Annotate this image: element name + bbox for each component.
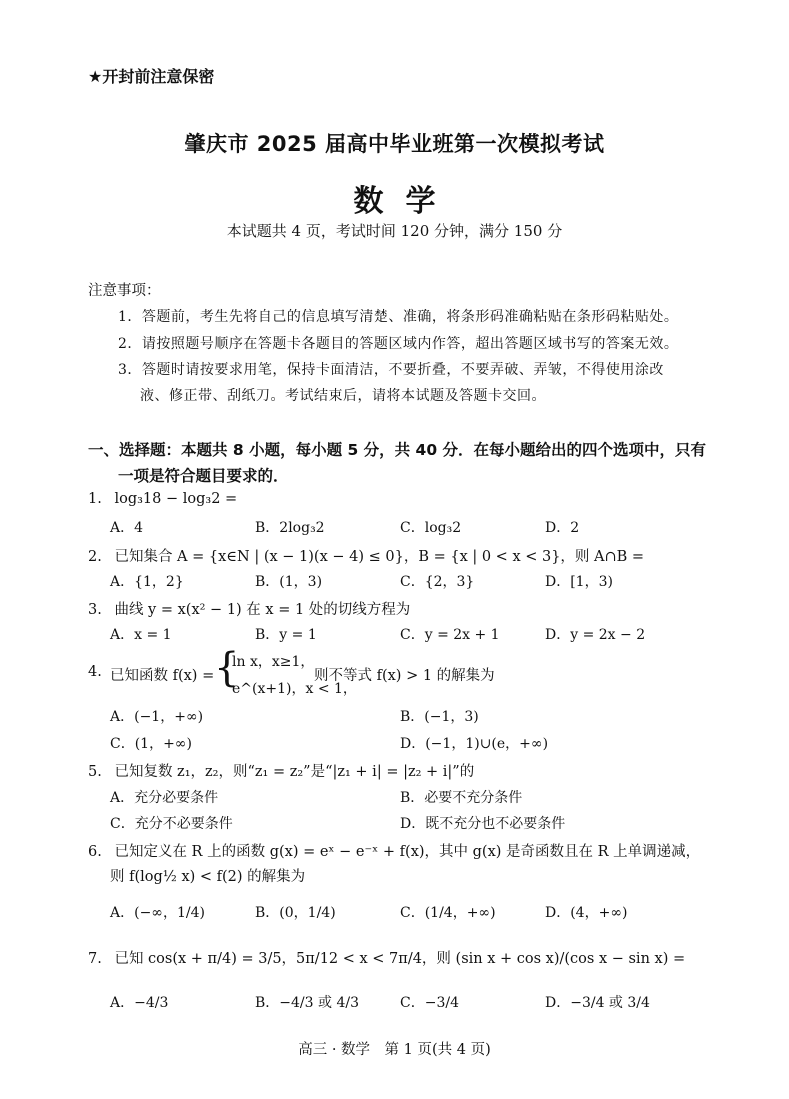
notice-item: 3．答题时请按要求用笔，保持卡面清洁，不要折叠，不要弄破、弄皱，不得使用涂改 xyxy=(118,362,664,378)
question-4-number: 4. xyxy=(88,664,102,680)
option-b: B．(1，3) xyxy=(255,574,323,590)
option-d: D．既不充分也不必要条件 xyxy=(400,816,566,832)
option-c: C．y = 2x + 1 xyxy=(400,627,500,643)
option-a: A．x = 1 xyxy=(110,627,172,643)
confidential-label: ★开封前注意保密 xyxy=(88,67,215,86)
question-3 xyxy=(88,598,410,619)
option-a: A．充分必要条件 xyxy=(110,790,219,806)
option-b: B．y = 1 xyxy=(255,627,317,643)
question-stem: 已知复数 z₁，z₂，则“z₁ = z₂”是“|z₁ + i| = |z₂ + i|”的 xyxy=(114,764,475,780)
page-footer: 高三 · 数学 第 1 页(共 4 页) xyxy=(298,1042,491,1058)
option-a: A．(−1，+∞) xyxy=(110,709,204,725)
option-b: B．必要不充分条件 xyxy=(400,790,523,806)
exam-info: 本试题共 4 页，考试时间 120 分钟，满分 150 分 xyxy=(226,222,563,240)
question-number: 7. xyxy=(88,951,102,967)
question-stem: 已知集合 A = {x∈N | (x − 1)(x − 4) ≤ 0}，B = {x | 0 < x < 3}，则 A∩B = xyxy=(114,549,645,565)
option-d: D．−3/4 或 3/4 xyxy=(545,995,650,1011)
option-a: A．(−∞，1/4) xyxy=(110,905,205,921)
subject-title: 数学 xyxy=(353,184,458,219)
question-2 xyxy=(88,545,644,566)
question-5 xyxy=(88,760,474,781)
question-4-pre: 已知函数 f(x) = xyxy=(110,668,215,684)
question-number: 1. xyxy=(88,491,102,507)
option-d: D．(−1，1)∪(e，+∞) xyxy=(400,736,549,752)
option-b: B．2log₃2 xyxy=(255,520,325,536)
notice-item: 液、修正带、刮纸刀。考试结束后，请将本试题及答题卡交回。 xyxy=(140,388,546,404)
question-stem: log₃18 − log₃2 = xyxy=(114,491,238,507)
question-number: 3. xyxy=(88,602,102,618)
question-stem: 已知定义在 R 上的函数 g(x) = eˣ − e⁻ˣ + f(x)，其中 g(x) 是奇函数且在 R 上单调递减， xyxy=(114,844,701,860)
option-a: A．4 xyxy=(110,520,144,536)
option-b: B．(−1，3) xyxy=(400,709,479,725)
notice-item: 1．答题前，考生先将自己的信息填写清楚、准确，将条形码准确粘贴在条形码粘贴处。 xyxy=(118,309,679,325)
option-b: B．−4/3 或 4/3 xyxy=(255,995,359,1011)
option-c: C．(1，+∞) xyxy=(110,736,192,752)
notice-item: 2．请按照题号顺序在答题卡各题目的答题区域内作答，超出答题区域书写的答案无效。 xyxy=(118,336,679,352)
option-d: D．2 xyxy=(545,520,580,536)
option-d: D．(4，+∞) xyxy=(545,905,628,921)
option-a: A．{1，2} xyxy=(110,574,184,590)
option-c: C．充分不必要条件 xyxy=(110,816,233,832)
question-1 xyxy=(88,491,237,507)
option-c: C．{2，3} xyxy=(400,574,475,590)
piecewise-case-2: e^(x+1)，x < 1， xyxy=(232,681,357,697)
option-c: C．−3/4 xyxy=(400,995,459,1011)
exam-title: 肇庆市 2025 届高中毕业班第一次模拟考试 xyxy=(184,132,605,156)
option-c: C．log₃2 xyxy=(400,520,462,536)
brace-symbol: { xyxy=(214,645,240,691)
question-stem: 已知 cos(x + π/4) = 3/5，5π/12 < x < 7π/4，则 (sin x + cos x)/(cos x − sin x) = xyxy=(114,951,686,967)
section-heading-cont: 一项是符合题目要求的． xyxy=(118,467,289,485)
question-6 xyxy=(88,840,700,861)
section-heading: 一、选择题：本题共 8 小题，每小题 5 分，共 40 分．在每小题给出的四个选项中，只有 xyxy=(88,441,707,459)
option-b: B．(0，1/4) xyxy=(255,905,336,921)
question-number: 5. xyxy=(88,764,102,780)
notice-heading: 注意事项： xyxy=(88,283,161,299)
piecewise-case-1: ln x，x≥1， xyxy=(232,654,315,670)
question-4-post: 则不等式 f(x) > 1 的解集为 xyxy=(314,668,495,684)
question-stem: 曲线 y = x(x² − 1) 在 x = 1 处的切线方程为 xyxy=(114,602,411,618)
option-d: D．[1，3) xyxy=(545,574,613,590)
question-number: 6. xyxy=(88,844,102,860)
question-number: 2. xyxy=(88,549,102,565)
option-d: D．y = 2x − 2 xyxy=(545,627,646,643)
option-a: A．−4/3 xyxy=(110,995,169,1011)
question-6-cont: 则 f(log½ x) < f(2) 的解集为 xyxy=(110,869,306,885)
question-7 xyxy=(88,947,685,968)
option-c: C．(1/4，+∞) xyxy=(400,905,496,921)
